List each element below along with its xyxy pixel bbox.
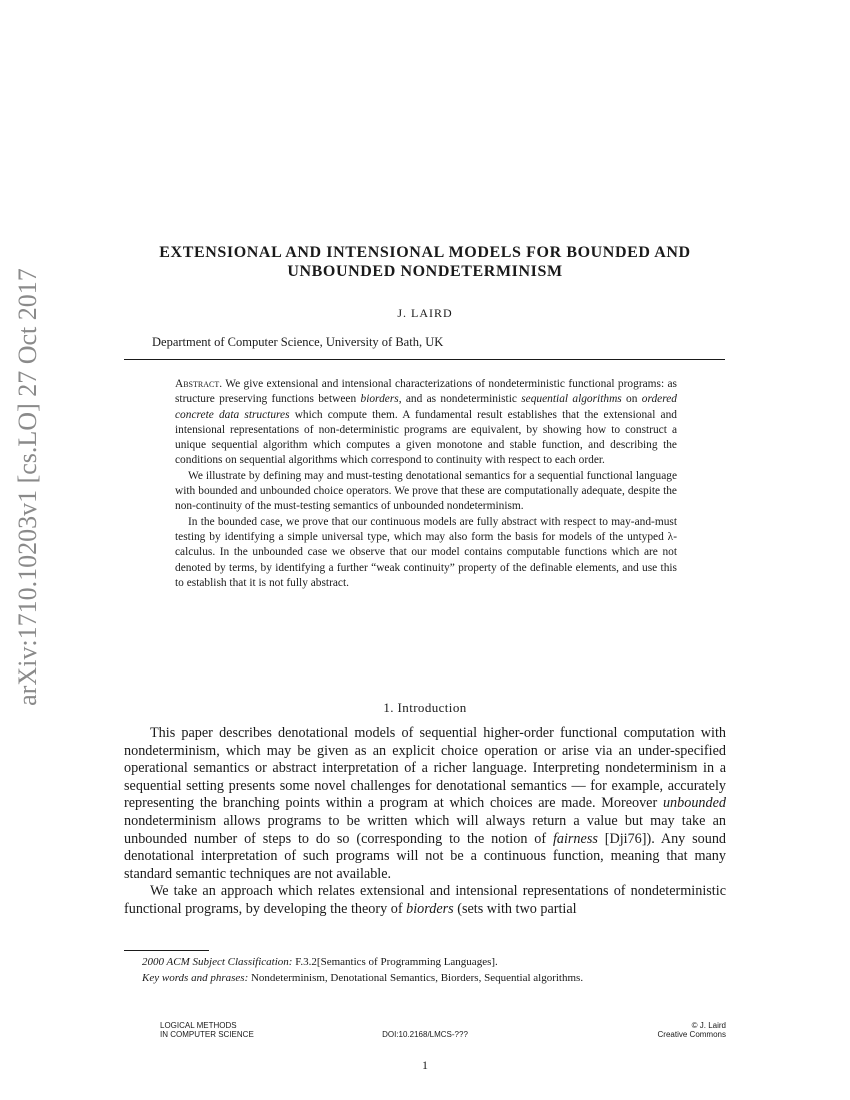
journal-name — [160, 1021, 254, 1039]
abstract-paragraph-2: We illustrate by defining may and must-testing denotational semantics for a sequential functional language with bounded and unbounded choice operators. We prove that these are computationally adequate, despite the non-continuity of the must-testing semantics of unbounded nondeterminism. — [175, 469, 677, 513]
emphasis: biorders — [360, 393, 399, 406]
author: J. LAIRD — [397, 306, 453, 320]
copyright: © J. Laird — [691, 1021, 726, 1030]
abstract-text: on — [621, 393, 642, 406]
body-text: (sets with two partial — [453, 900, 577, 917]
introduction-body — [124, 725, 726, 919]
emphasis: sequential algorithms — [521, 393, 622, 406]
abstract-text: which compute them. A fundamental result establishes that the extensional and intensional representations of non-deterministic programs are equivalent, by showing how to construct a unique sequential algorithm which computes a given monotone and stable function, and describing the conditions on sequential algorithms which correspond to continuity with respect to each order. — [175, 408, 677, 467]
footnotes — [124, 955, 726, 986]
acm-label: 2000 ACM Subject Classification: — [142, 956, 293, 968]
journal-line-1: LOGICAL METHODS — [160, 1021, 237, 1030]
abstract-label: Abstract. — [175, 378, 223, 390]
acm-classification — [124, 955, 726, 971]
doi: DOI:10.2168/LMCS-??? — [382, 1030, 468, 1039]
emphasis: ordered concrete data structures — [175, 393, 677, 421]
abstract-paragraph-3: In the bounded case, we prove that our continuous models are fully abstract with respect to may-and-must testing by identifying a simple universal type, which may also form the basis for models of the untyped λ-calculus. In the unbounded case we observe that our model contains computable functions which are not denoted by terms, by identifying a further “weak continuity” property of the definable elements, and use this to establish that it is not fully abstract. — [175, 515, 677, 589]
footnote-rule — [124, 950, 209, 951]
body-text: [Dji76]). Any sound denotational interpretation of such programs will not be a continuous function, meaning that many standard semantic techniques are not available. — [124, 830, 727, 882]
paper-title — [120, 243, 730, 281]
body-text: This paper describes denotational models of sequential higher-order functional computation with nondeterminism, which may be given as an explicit choice operation or arise via an under-specified operational semantics or abstract interpretation of a richer language. Interpreting nondeterminism in a sequential setting presents some novel challenges for denotational semantics — for example, accurately representing the branching points within a program at which choices are made. Moreover — [124, 725, 726, 812]
abstract-text: We give extensional and intensional characterizations of nondeterministic functional programs: as structure preserving functions between — [175, 378, 677, 406]
title-line-1: EXTENSIONAL AND INTENSIONAL MODELS FOR BOUNDED AND — [159, 244, 691, 261]
title-line-2: UNBOUNDED NONDETERMINISM — [287, 263, 563, 280]
journal-line-2: IN COMPUTER SCIENCE — [160, 1030, 254, 1039]
header-rule — [124, 359, 725, 360]
license: Creative Commons — [657, 1030, 726, 1039]
emphasis: biorders — [406, 900, 454, 917]
emphasis: unbounded — [662, 795, 726, 812]
intro-paragraph-1 — [124, 725, 726, 883]
section-heading: 1. Introduction — [383, 700, 467, 715]
intro-paragraph-2 — [124, 883, 726, 918]
keywords-label: Key words and phrases: — [142, 971, 249, 984]
body-text: We take an approach which relates extensional and intensional representations of nondeterministic functional programs, by developing the theory of — [124, 883, 726, 917]
abstract-text: , and as nondeterministic — [398, 393, 522, 406]
keywords — [124, 971, 726, 987]
abstract-paragraph-1 — [175, 377, 677, 469]
arxiv-identifier: arXiv:1710.10203v1 [cs.LO] 27 Oct 2017 — [13, 268, 42, 706]
affiliation: Department of Computer Science, University of Bath, UK — [152, 335, 444, 349]
license-block — [658, 1021, 726, 1039]
acm-value: F.3.2[Semantics of Programming Languages]. — [292, 956, 498, 968]
emphasis: fairness — [552, 830, 598, 847]
body-text: nondeterminism allows programs to be written which will always return a value but may take an unbounded number of steps to do so (corresponding to the notion of — [124, 812, 726, 847]
abstract — [175, 377, 677, 591]
page-number: 1 — [422, 1058, 428, 1072]
keywords-value: Nondeterminism, Denotational Semantics, Biorders, Sequential algorithms. — [248, 971, 584, 984]
